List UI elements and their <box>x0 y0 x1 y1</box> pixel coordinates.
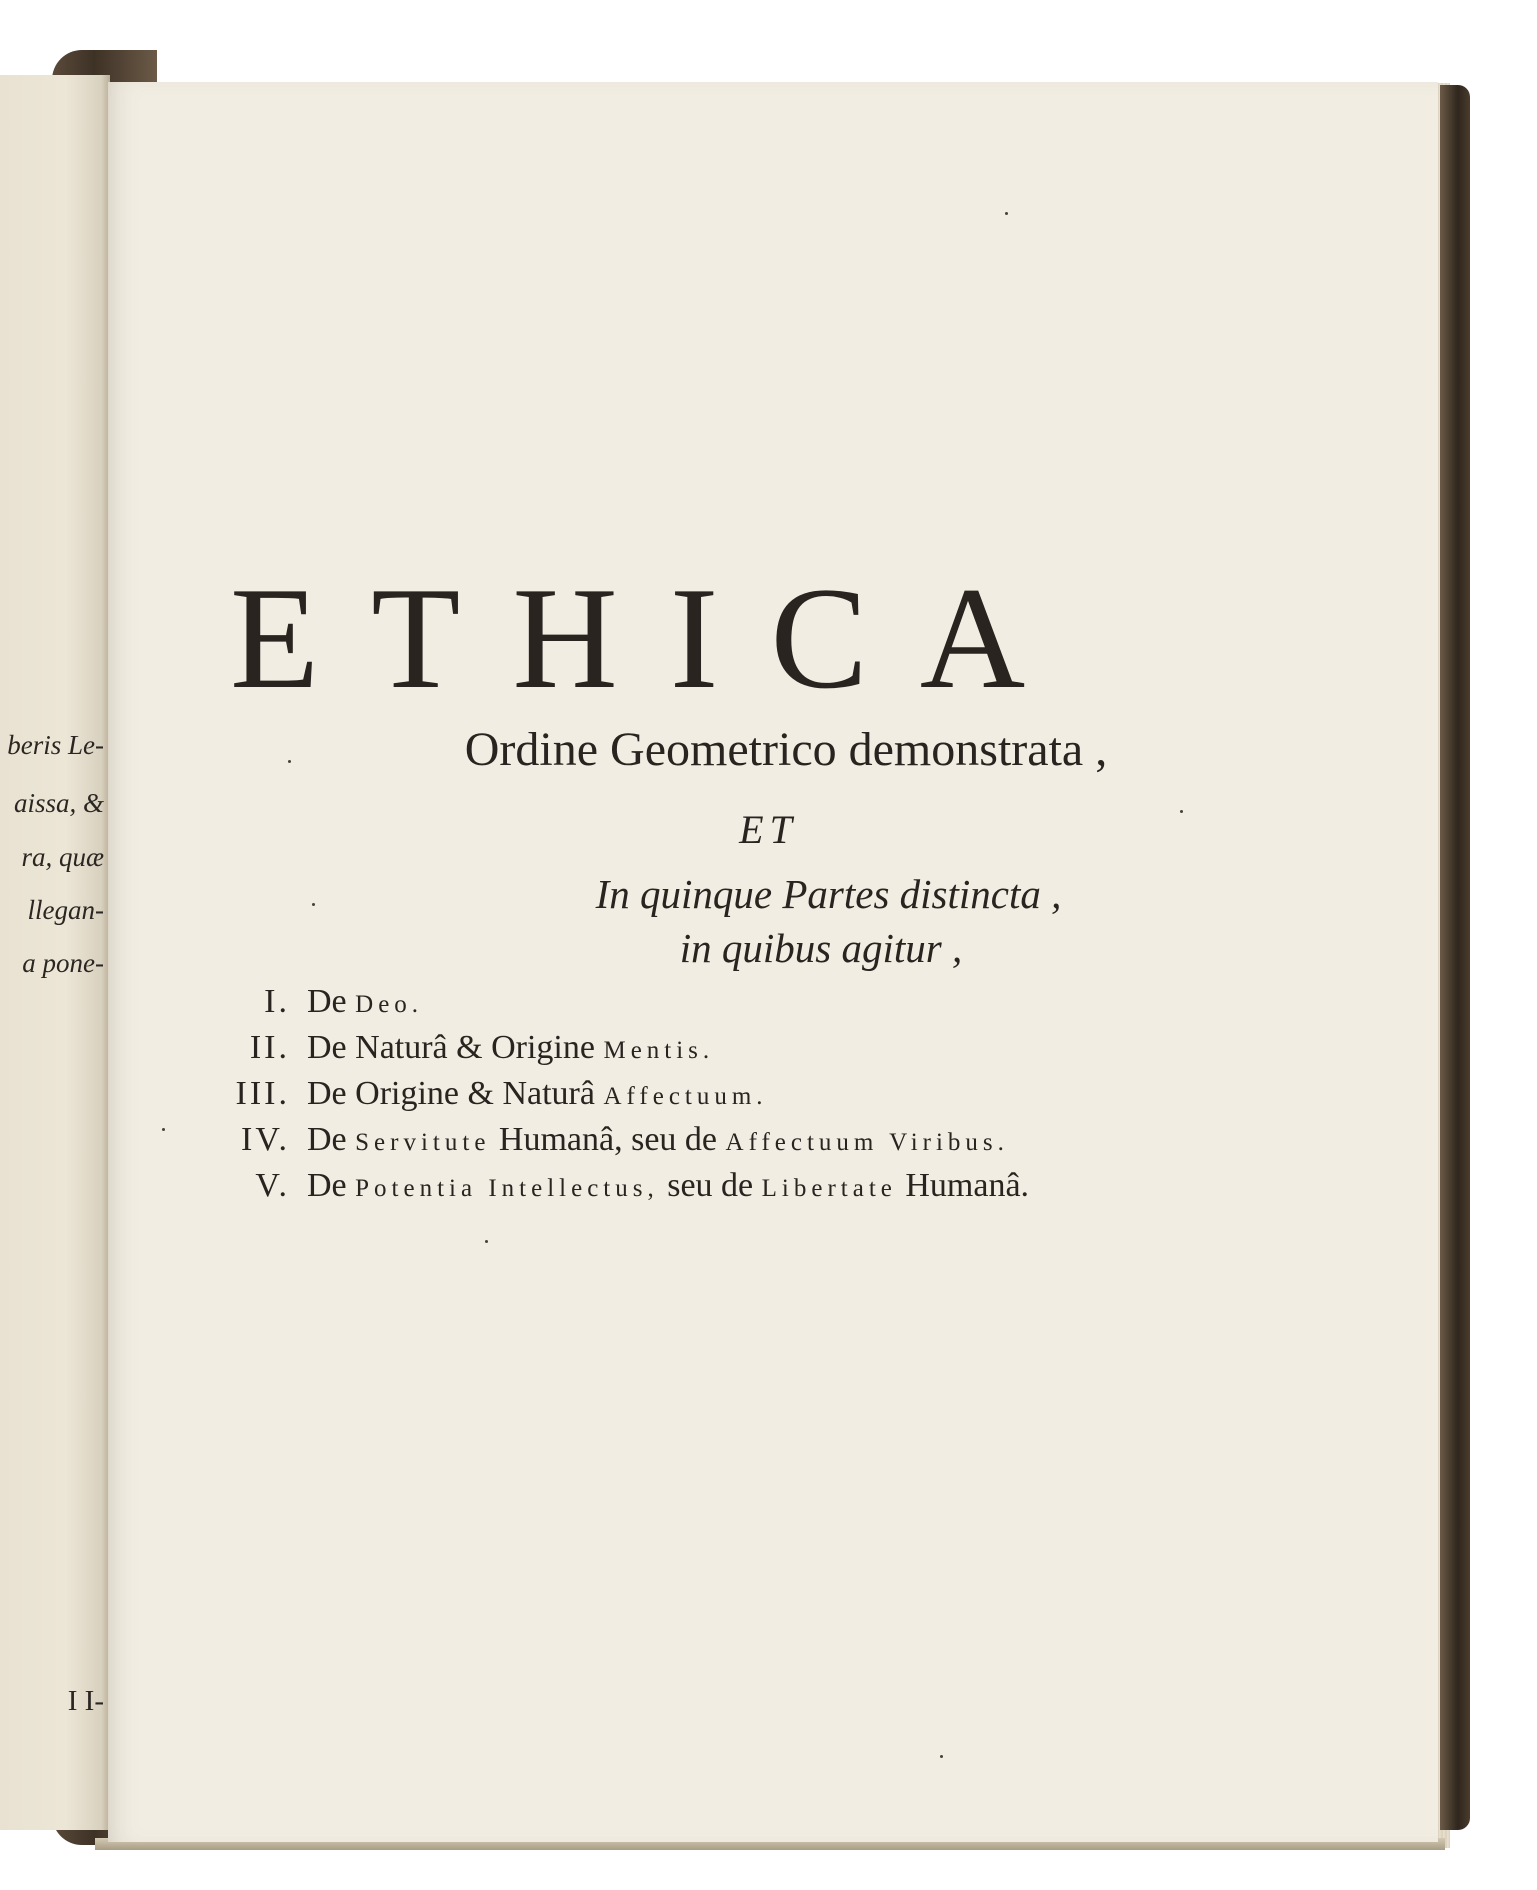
part-text: De <box>307 1121 356 1158</box>
part-text: seu de <box>658 1167 762 1204</box>
left-page-signature: I I- <box>67 1685 104 1717</box>
part-smallcaps: Servitute <box>355 1129 491 1156</box>
part-number: I. <box>264 983 290 1020</box>
parts-line-1: In quinque Partes distincta , <box>595 871 1062 917</box>
part-number: IV. <box>241 1121 290 1158</box>
part-smallcaps: Affectuum. <box>603 1083 768 1110</box>
paper-speck <box>162 1128 165 1131</box>
part-item <box>220 1075 1220 1121</box>
book-title: ETHICA <box>230 557 1078 719</box>
part-number: II. <box>249 1029 290 1066</box>
left-page-fragment: a pone- <box>22 948 104 978</box>
part-text: Humanâ. <box>896 1167 1030 1204</box>
conjunction: ET <box>739 807 798 852</box>
part-smallcaps: Affectuum Viribus. <box>725 1129 1009 1156</box>
part-smallcaps: Mentis. <box>603 1037 715 1064</box>
part-smallcaps: Potentia Intellectus, <box>355 1175 659 1202</box>
part-item <box>220 1167 1220 1213</box>
part-item <box>220 1029 1220 1075</box>
left-page-fragment: llegan- <box>27 895 104 925</box>
part-number: III. <box>235 1075 290 1112</box>
part-text: De Origine & Naturâ <box>307 1075 604 1112</box>
left-page-fragment: aissa, & <box>13 788 104 818</box>
part-item <box>220 1121 1220 1167</box>
part-smallcaps: Libertate <box>761 1175 897 1202</box>
parts-list <box>220 983 1220 1213</box>
paper-speck <box>940 1755 943 1758</box>
paper-speck <box>312 903 315 906</box>
part-text: De Naturâ & Origine <box>307 1029 604 1066</box>
part-item <box>220 983 1220 1029</box>
paper-speck <box>288 760 291 763</box>
left-page-fragment: ra, quæ <box>21 842 104 872</box>
book-subtitle: Ordine Geometrico demonstrata , <box>464 723 1108 776</box>
part-smallcaps: Deo. <box>355 991 424 1018</box>
part-text: De <box>307 1167 356 1204</box>
parts-line-2: in quibus agitur , <box>679 925 963 971</box>
paper-speck <box>485 1240 488 1243</box>
part-text: De <box>307 983 356 1020</box>
paper-speck <box>1180 810 1183 813</box>
part-number: V. <box>255 1167 290 1204</box>
part-text: Humanâ, seu de <box>490 1121 726 1158</box>
paper-speck <box>1005 212 1008 215</box>
left-page-fragment: beris Le- <box>7 730 104 760</box>
